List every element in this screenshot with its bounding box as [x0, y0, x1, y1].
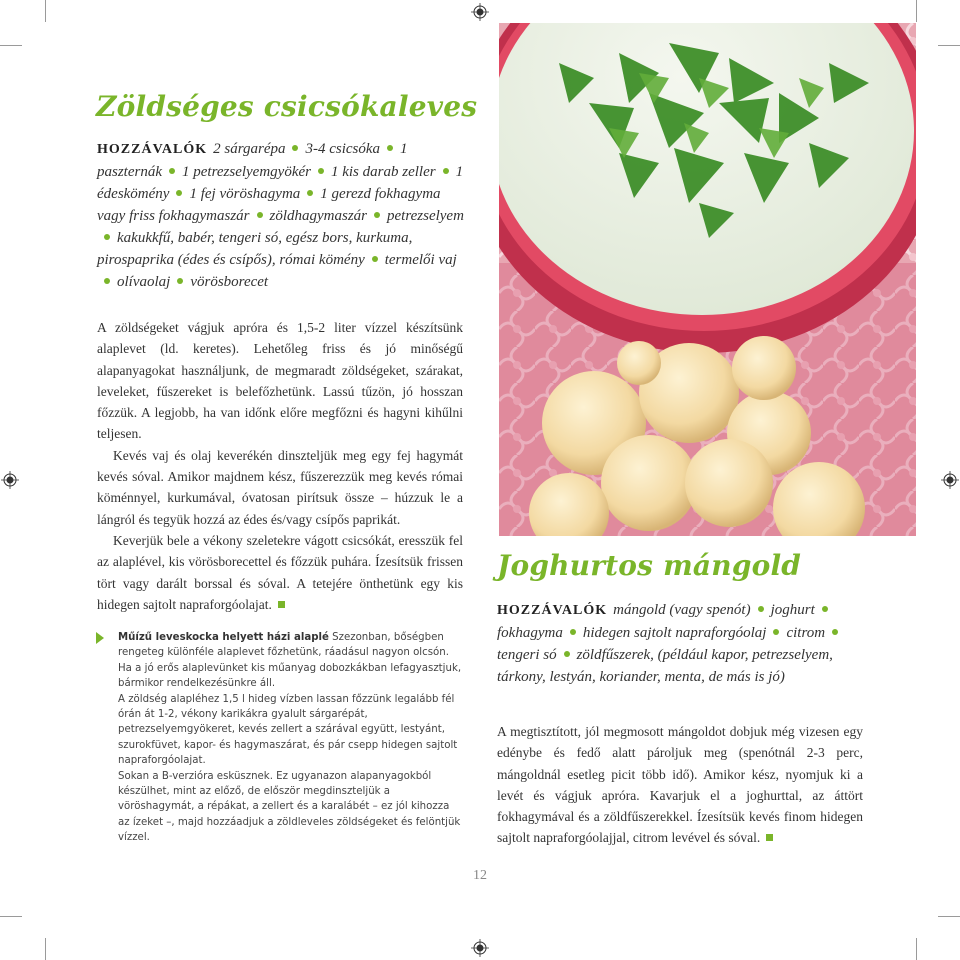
ingredient-item: termelői vaj [384, 252, 457, 268]
bullet-icon [773, 629, 779, 635]
ingredient-item: 1 paszternák [97, 141, 408, 180]
bullet-icon [176, 190, 182, 196]
sidebar-note [118, 630, 463, 846]
ingredients-label: HOZZÁVALÓK [97, 142, 208, 157]
ingredient-item: 1 gerezd fokhagyma vagy friss fokhagymaszár [97, 186, 441, 224]
registration-mark-icon [471, 3, 489, 21]
bullet-icon [257, 212, 263, 218]
bullet-icon [372, 256, 378, 262]
bullet-icon [832, 629, 838, 635]
instruction-paragraph: Kevés vaj és olaj keverékén dinszteljük meg egy fej hagymát kevés sóval. Amikor majdnem kész, fűszerezzük meg kevés római köménnyel, kurkumával, óvatosan pirítsuk össze – húzzuk le a lángról és tegyük hozzá az édes és/vagy csípős paprikát. [97, 447, 463, 527]
crop-mark [0, 916, 22, 917]
bullet-icon [374, 212, 380, 218]
crop-mark [938, 916, 960, 917]
note-text: Szezonban, bőségben rengeteg különféle alaplevet főzhetünk, ráadásul nagyon olcsón. Ha a jó erős alaplevünket kis műanyag dobozkákban lefagyasztjuk, bármikor rendelkezésünkre áll. [118, 632, 462, 690]
crop-mark [938, 45, 960, 46]
recipe-instructions [497, 721, 863, 849]
recipe-title: Zöldséges csicsókaleves [96, 90, 478, 123]
instruction-paragraph: A zöldségeket vágjuk apróra és 1,5-2 liter vízzel készítsünk alaplevet (ld. keretes). Lehetőleg friss és jó minőségű alapanyagokat használjunk, de megmaradt zöldségeket, szárakat, leveleket, fűszereket is belefőzhetünk. Lassú tűzön, jó hosszan főzzük. A legjobb, ha van időnk előre megfőzni és hagyni kihűlni teljesen. [97, 320, 463, 442]
instruction-paragraph: A megtisztított, jól megmosott mángoldot dobjuk még vizesen egy edénybe és fedő alatt pároljuk meg (spenótnál 2-3 perc, mángoldnál esetleg picit több idő). Amikor kész, nyomjuk ki a levét és vágjuk apróra. Kavarjuk el a joghurttal, az áttört fokhagymával és a zöldfűszerekkel. Ízesítsük kevés finom hidegen sajtolt napraforgóolajjal, citrom levével és sóval. [497, 724, 863, 846]
bullet-icon [104, 278, 110, 284]
bullet-icon [307, 190, 313, 196]
ingredient-item: joghurt [770, 602, 815, 618]
end-mark-icon [766, 834, 773, 841]
bullet-icon [387, 145, 393, 151]
ingredient-item: tengeri só [497, 647, 557, 663]
ingredient-item: olívaolaj [117, 274, 171, 290]
bullet-icon [570, 629, 576, 635]
ingredient-item: kakukkfű, babér, tengeri só, egész bors, kurkuma, pirospaprika (édes és csípős), római kömény [97, 230, 413, 268]
page-number: 12 [473, 868, 487, 883]
ingredient-item: zöldfűszerek, (például kapor, petrezselyem, tárkony, lestyán, koriander, menta, de más is jó) [497, 647, 833, 685]
ingredients-list [497, 599, 871, 688]
registration-mark-icon [1, 471, 19, 489]
bullet-icon [564, 651, 570, 657]
registration-mark-icon [941, 471, 959, 489]
note-heading: Műízű leveskocka helyett házi alaplé [118, 632, 329, 643]
recipe-instructions [97, 317, 463, 615]
crop-mark [45, 938, 46, 960]
arrow-right-icon [96, 632, 104, 644]
bullet-icon [292, 145, 298, 151]
ingredient-item: zöldhagymaszár [269, 208, 368, 224]
bullet-icon [443, 168, 449, 174]
crop-mark [916, 938, 917, 960]
food-photo [499, 23, 916, 536]
note-text: A zöldség alapléhez 1,5 l hideg vízben lassan főzzünk legalább fél órán át 1-2, vékony karikákra gyalult sárgarépát, petrezselyemgyökeret, kevés zellert a szárával együtt, lestyánt, szurokfüvet, kapor- és hagymaszárat, és pár csepp hidegen sajtolt napraforgóolajat. [118, 693, 458, 767]
bullet-icon [177, 278, 183, 284]
ingredient-item: 1 fej vöröshagyma [189, 186, 301, 202]
ingredient-item: 3-4 csicsóka [305, 141, 381, 157]
ingredient-item: 2 sárgarépa [213, 141, 286, 157]
photo-illustration [499, 23, 916, 536]
ingredient-item: citrom [786, 625, 826, 641]
crop-mark [916, 0, 917, 22]
bullet-icon [169, 168, 175, 174]
bullet-icon [758, 606, 764, 612]
ingredient-item: 1 petrezselyemgyökér [182, 164, 311, 180]
ingredient-item: mángold (vagy spenót) [613, 602, 751, 618]
ingredient-item: 1 édeskömény [97, 164, 464, 202]
ingredient-item: fokhagyma [497, 625, 563, 641]
ingredients-label: HOZZÁVALÓK [497, 603, 608, 618]
instruction-paragraph: Keverjük bele a vékony szeletekre vágott csicsókát, eresszük fel az alaplével, kis vörösborecettel és főzzük puhára. Ízesítsük frissen tört vagy darált borssal és sóval. A tetejére önthetünk egy kis hidegen sajtolt napraforgóolajat. [97, 532, 463, 612]
ingredient-item: hidegen sajtolt napraforgóolaj [582, 625, 767, 641]
bullet-icon [318, 168, 324, 174]
recipe-title: Joghurtos mángold [497, 549, 802, 582]
end-mark-icon [278, 601, 285, 608]
crop-mark [45, 0, 46, 22]
note-text: Sokan a B-verzióra esküsznek. Ez ugyanazon alapanyagokból készülhet, mint az előző, de először megdinszteljük a vöröshagymát, a répákat, a zellert és a karalábét – ez jól kihozza az ízeket –, majd hozzáadjuk a zöldleveles zöldségeket és felöntjük vízzel. [118, 770, 461, 844]
ingredient-item: petrezselyem [387, 208, 464, 224]
ingredient-item: vörösborecet [190, 274, 269, 290]
crop-mark [0, 45, 22, 46]
bullet-icon [822, 606, 828, 612]
ingredients-list [97, 138, 467, 293]
registration-mark-icon [471, 939, 489, 957]
bullet-icon [104, 234, 110, 240]
ingredient-item: 1 kis darab zeller [330, 164, 436, 180]
